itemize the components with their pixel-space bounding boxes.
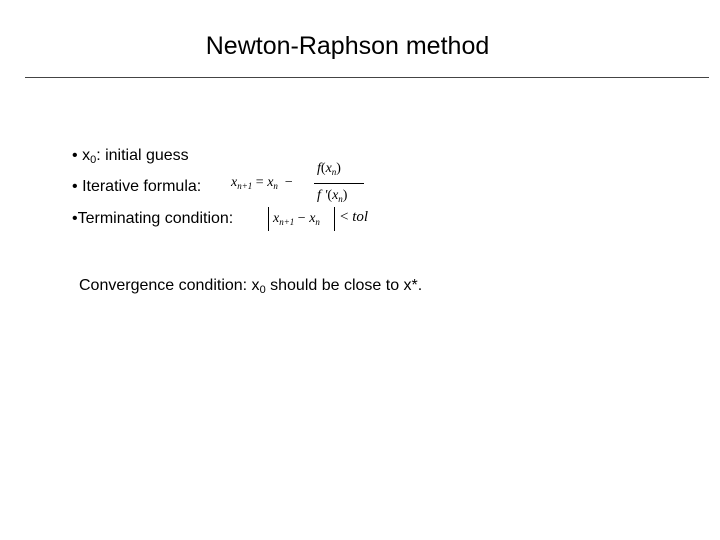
term-x-next: x (273, 211, 280, 226)
term-x-n: x (309, 211, 316, 226)
formula-num-sub: n (331, 167, 337, 177)
formula-den-x: x (332, 188, 339, 203)
formula-x-n: x (267, 175, 274, 190)
bullet-marker: • (72, 210, 78, 227)
convergence-subscript: 0 (259, 284, 266, 296)
bullet-text: Terminating condition: (77, 210, 234, 227)
term-sub-next: n+1 (279, 217, 295, 227)
formula-num-x: x (325, 161, 332, 176)
formula-lhs (231, 175, 293, 191)
convergence-condition (79, 276, 422, 296)
formula-rpar: ) (336, 161, 341, 176)
abs-bar-left (268, 207, 269, 231)
bullet-text: Iterative formula: (82, 178, 202, 195)
convergence-prefix: Convergence condition: x (79, 277, 260, 294)
bullet-marker: • (72, 178, 78, 195)
convergence-suffix: should be close to x*. (265, 277, 423, 294)
formula-denominator (317, 188, 347, 204)
formula-lpar: ( (320, 161, 326, 176)
bullet-text: : initial guess (96, 147, 189, 164)
bullet-iterative-formula (72, 177, 201, 197)
termination-expression (273, 211, 320, 227)
term-sub-n: n (315, 217, 320, 227)
formula-equals: = (255, 175, 264, 190)
title-divider (25, 77, 709, 78)
formula-den-sub: n (338, 194, 343, 204)
formula-minus: − (284, 175, 293, 190)
termination-tolerance (340, 209, 368, 226)
fraction-bar (314, 183, 364, 184)
formula-fprime: f ' (317, 188, 328, 203)
formula-f: f (317, 161, 321, 176)
slide-title: Newton-Raphson method (205, 32, 490, 60)
formula-sub-next: n+1 (237, 181, 253, 191)
formula-numerator (317, 161, 341, 177)
bullet-initial-guess (72, 146, 189, 166)
abs-bar-right (334, 207, 335, 231)
bullet-terminating-condition (72, 209, 233, 229)
bullet-var-subscript: 0 (90, 154, 97, 166)
formula-den-lpar: ( (327, 188, 333, 203)
term-minus: − (297, 211, 306, 226)
term-tol: tol (352, 209, 369, 225)
formula-x-next: x (231, 175, 238, 190)
formula-den-rpar: ) (342, 188, 348, 203)
bullet-var: x (82, 147, 91, 164)
formula-sub-n: n (273, 181, 278, 191)
term-less-than: < (340, 209, 349, 225)
bullet-marker: • (72, 147, 78, 164)
